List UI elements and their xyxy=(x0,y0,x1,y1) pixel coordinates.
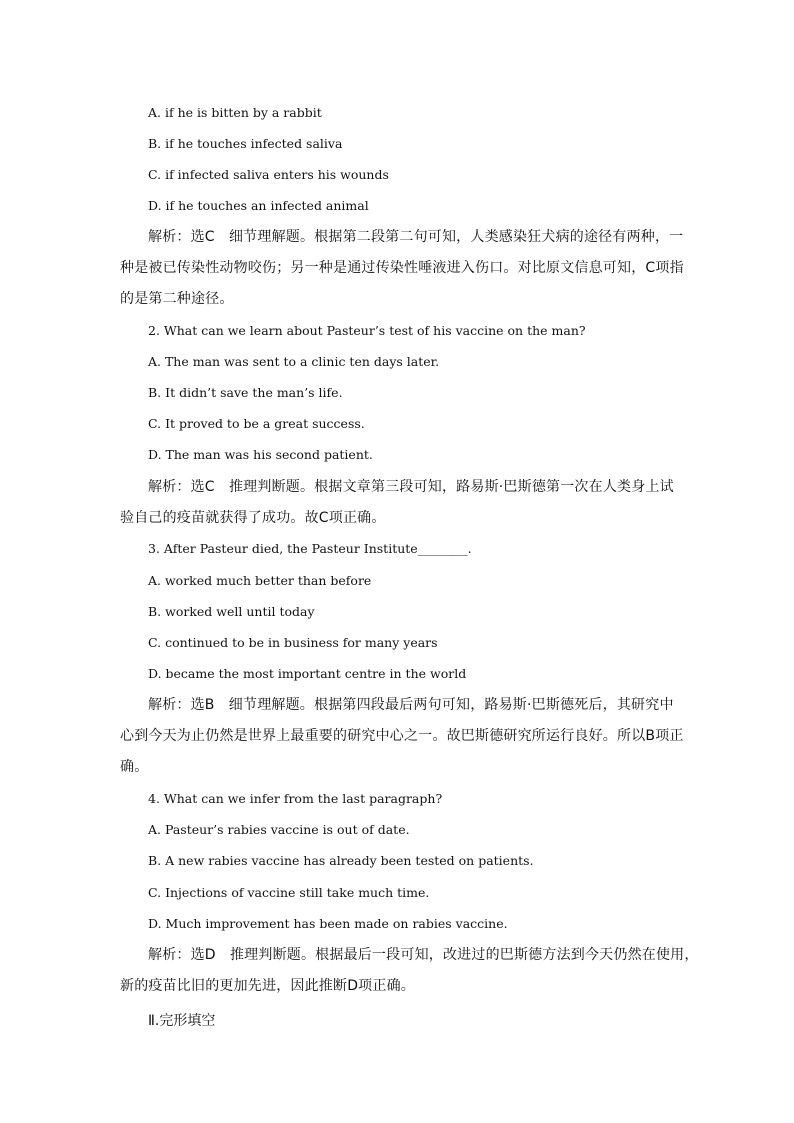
q4-option-c: C. Injections of vaccine still take much time. xyxy=(148,885,430,900)
section-heading: Ⅱ.完形填空 xyxy=(148,1013,216,1029)
q3-option-a: A. worked much better than before xyxy=(148,573,372,588)
q3-analysis-line-1: 解析：选B 细节理解题。根据第四段最后两句可知，路易斯·巴斯德死后，其研究中 xyxy=(148,697,674,713)
q4-option-a: A. Pasteur’s rabies vaccine is out of date. xyxy=(148,822,410,837)
q1-option-d: D. if he touches an infected animal xyxy=(148,198,369,213)
q4-analysis-line-2: 新的疫苗比旧的更加先进，因此推断D项正确。 xyxy=(120,978,415,994)
q3-question: 3. After Pasteur died, the Pasteur Institute________. xyxy=(148,541,472,556)
q2-option-c: C. It proved to be a great success. xyxy=(148,416,365,431)
q3-option-c: C. continued to be in business for many years xyxy=(148,635,438,650)
q2-analysis-line-1: 解析：选C 推理判断题。根据文章第三段可知，路易斯·巴斯德第一次在人类身上试 xyxy=(148,479,674,495)
q2-question: 2. What can we learn about Pasteur’s test of his vaccine on the man? xyxy=(148,323,586,338)
q1-option-a: A. if he is bitten by a rabbit xyxy=(148,105,322,120)
q1-option-b: B. if he touches infected saliva xyxy=(148,136,343,151)
q3-option-d: D. became the most important centre in the world xyxy=(148,666,467,681)
q4-option-d: D. Much improvement has been made on rabies vaccine. xyxy=(148,916,508,931)
q4-analysis-line-1: 解析：选D 推理判断题。根据最后一段可知，改进过的巴斯德方法到今天仍然在使用， xyxy=(148,947,699,963)
q1-option-c: C. if infected saliva enters his wounds xyxy=(148,167,389,182)
q3-analysis-line-3: 确。 xyxy=(120,759,149,775)
q3-option-b: B. worked well until today xyxy=(148,604,315,619)
q4-question: 4. What can we infer from the last paragraph? xyxy=(148,791,443,806)
q2-analysis-line-2: 验自己的疫苗就获得了成功。故C项正确。 xyxy=(120,510,386,526)
q2-option-d: D. The man was his second patient. xyxy=(148,447,373,462)
q2-option-a: A. The man was sent to a clinic ten days later. xyxy=(148,354,440,369)
q1-analysis-line-2: 种是被已传染性动物咬伤；另一种是通过传染性唾液进入伤口。对比原文信息可知，C项指 xyxy=(120,260,684,276)
q2-option-b: B. It didn’t save the man’s life. xyxy=(148,385,343,400)
q3-analysis-line-2: 心到今天为止仍然是世界上最重要的研究中心之一。故巴斯德研究所运行良好。所以B项正 xyxy=(120,728,684,744)
q1-analysis-line-3: 的是第二种途径。 xyxy=(120,291,234,307)
q4-option-b: B. A new rabies vaccine has already been tested on patients. xyxy=(148,853,534,868)
q1-analysis-line-1: 解析：选C 细节理解题。根据第二段第二句可知，人类感染狂犬病的途径有两种，一 xyxy=(148,229,684,245)
